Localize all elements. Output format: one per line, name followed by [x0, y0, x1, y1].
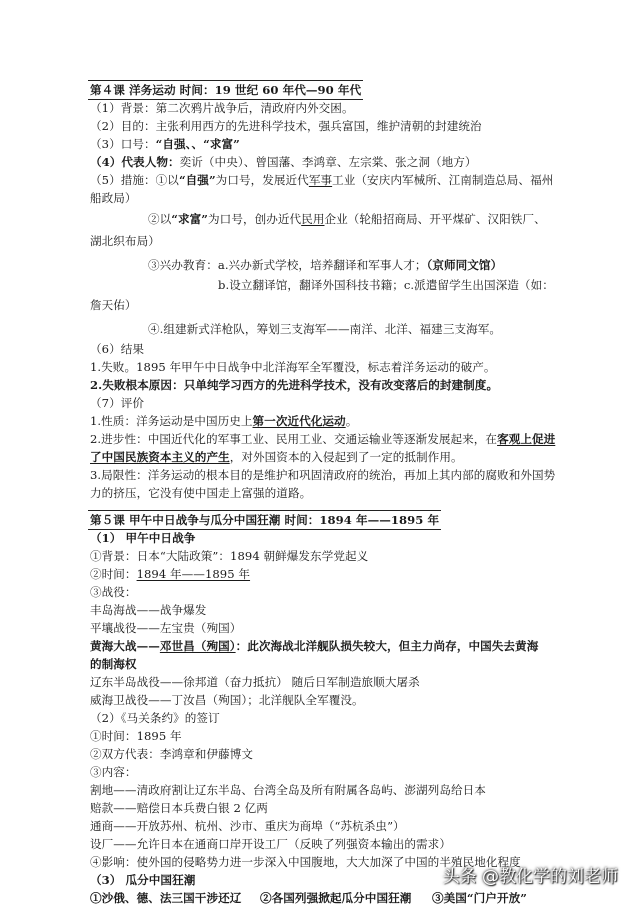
lesson5-content-4: 设厂——允许日本在通商口岸开设工厂（反映了列强资本输出的需求）	[90, 837, 451, 851]
lesson5-section-3: （3） 瓜分中国狂潮	[90, 873, 196, 887]
lesson4-background: （1）背景：第二次鸦片战争后，清政府内外交困。	[90, 101, 354, 115]
lesson4-result-1: 1.失败。1895 年甲午中日战争中北洋海军全军覆没，标志着洋务运动的破产。	[90, 360, 496, 374]
lesson5-treaty-reps: ②双方代表：李鸿章和伊藤博文	[90, 747, 254, 761]
lesson5-header: 第５课 甲午中日战争与瓜分中国狂潮 时间：1894 年——1895 年	[88, 510, 441, 530]
lesson4-eval-2-cont: 了中国民族资本主义的产生，对外国资本的入侵起到了一定的抵制作用。	[90, 450, 463, 464]
lesson4-eval-3: 3.局限性：洋务运动的根本目的是维护和巩固清政府的统治，再加上其内部的腐败和外国势	[90, 468, 556, 482]
lesson4-eval-2: 2.进步性：中国近代化的军事工业、民用工业、交通运输业等逐渐发展起来，在客观上促进	[90, 432, 556, 446]
lesson5-treaty-time: ①时间：1895 年	[90, 729, 182, 743]
lesson4-eval-title: （7）评价	[90, 396, 145, 410]
lesson5-impact: ④影响：使外国的侵略势力进一步深入中国腹地，大大加深了中国的半殖民地化程度	[90, 855, 521, 869]
lesson4-header: 第４课 洋务运动 时间：19 世纪 60 年代—90 年代	[88, 80, 363, 100]
lesson4-slogan: （3）口号：“自强、、“求富”	[90, 137, 240, 151]
lesson5-battle-3-cont: 的制海权	[90, 657, 137, 671]
lesson4-eval-3-cont: 力的挤压，它没有使中国走上富强的道路。	[90, 486, 312, 500]
lesson4-measure-2-cont: 湖北织布局）	[90, 234, 160, 248]
lesson5-partition-3: ③美国“门户开放”	[432, 891, 527, 905]
lesson5-content-3: 通商——开放苏州、杭州、沙市、重庆为商埠（“苏杭杀虫”）	[90, 819, 405, 833]
lesson5-partition-2: ②各国列强掀起瓜分中国狂潮	[260, 891, 412, 905]
lesson4-measure-1: （5）措施：①以“自强”为口号，发展近代军事工业（安庆内军械所、江南制造总局、福州	[90, 173, 554, 187]
lesson4-measure-3-line3: 詹天佑）	[90, 298, 137, 312]
lesson4-representatives: （4）代表人物：奕䜣（中央）、曾国藩、李鸿章、左宗棠、张之洞（地方）	[90, 155, 477, 169]
lesson4-eval-1: 1.性质：洋务运动是中国历史上第一次近代化运动。	[90, 414, 358, 428]
lesson5-section-2: （2）《马关条约》的签订	[90, 711, 220, 725]
lesson4-goal: （2）目的：主张利用西方的先进科学技术，强兵富国，维护清朝的封建统治	[90, 119, 482, 133]
lesson5-content-1: 割地——清政府割让辽东半岛、台湾全岛及所有附属各岛屿、澎湖列岛给日本	[90, 783, 486, 797]
lesson4-measure-3: ③兴办教育：a.兴办新式学校，培养翻译和军事人才；（京师同文馆）	[148, 258, 503, 272]
lesson5-battle-2: 平壤战役——左宝贵（殉国）	[90, 621, 242, 635]
lesson4-measure-1-cont: 船政局）	[90, 191, 137, 205]
lesson5-content-2: 赔款——赔偿日本兵费白银 2 亿两	[90, 801, 268, 815]
lesson5-background: ①背景：日本“大陆政策”：1894 朝鲜爆发东学党起义	[90, 549, 369, 563]
lesson5-treaty-content: ③内容：	[90, 765, 137, 779]
lesson5-battles-title: ③战役：	[90, 585, 137, 599]
lesson5-battle-4: 辽东半岛战役——徐邦道（奋力抵抗） 随后日军制造旅顺大屠杀	[90, 675, 420, 689]
lesson5-partition-1: ①沙俄、德、法三国干涉还辽	[90, 891, 242, 905]
lesson4-measure-2: ②以“求富”为口号，创办近代民用企业（轮船招商局、开平煤矿、汉阳铁厂、	[148, 212, 546, 226]
lesson5-section-1: （1） 甲午中日战争	[90, 531, 196, 545]
lesson5-time: ②时间：1894 年——1895 年	[90, 567, 251, 581]
lesson5-battle-3: 黄海大战——邓世昌（殉国）：此次海战北洋舰队损失较大，但主力尚存，中国失去黄海	[90, 639, 539, 653]
lesson5-battle-5: 威海卫战役——丁汝昌（殉国）；北洋舰队全军覆没。	[90, 693, 364, 707]
lesson4-measure-4: ④.组建新式洋枪队，筹划三支海军——南洋、北洋、福建三支海军。	[148, 322, 502, 336]
lesson4-measure-3-line2: b.设立翻译馆，翻译外国科技书籍；c.派遣留学生出国深造（如：	[218, 278, 554, 292]
lesson5-battle-1: 丰岛海战——战争爆发	[90, 603, 207, 617]
lesson4-result-2: 2.失败根本原因：只单纯学习西方的先进科学技术，没有改变落后的封建制度。	[90, 378, 499, 392]
watermark: 头条 @教化学的刘老师	[442, 867, 618, 887]
lesson4-result-title: （6）结果	[90, 342, 145, 356]
